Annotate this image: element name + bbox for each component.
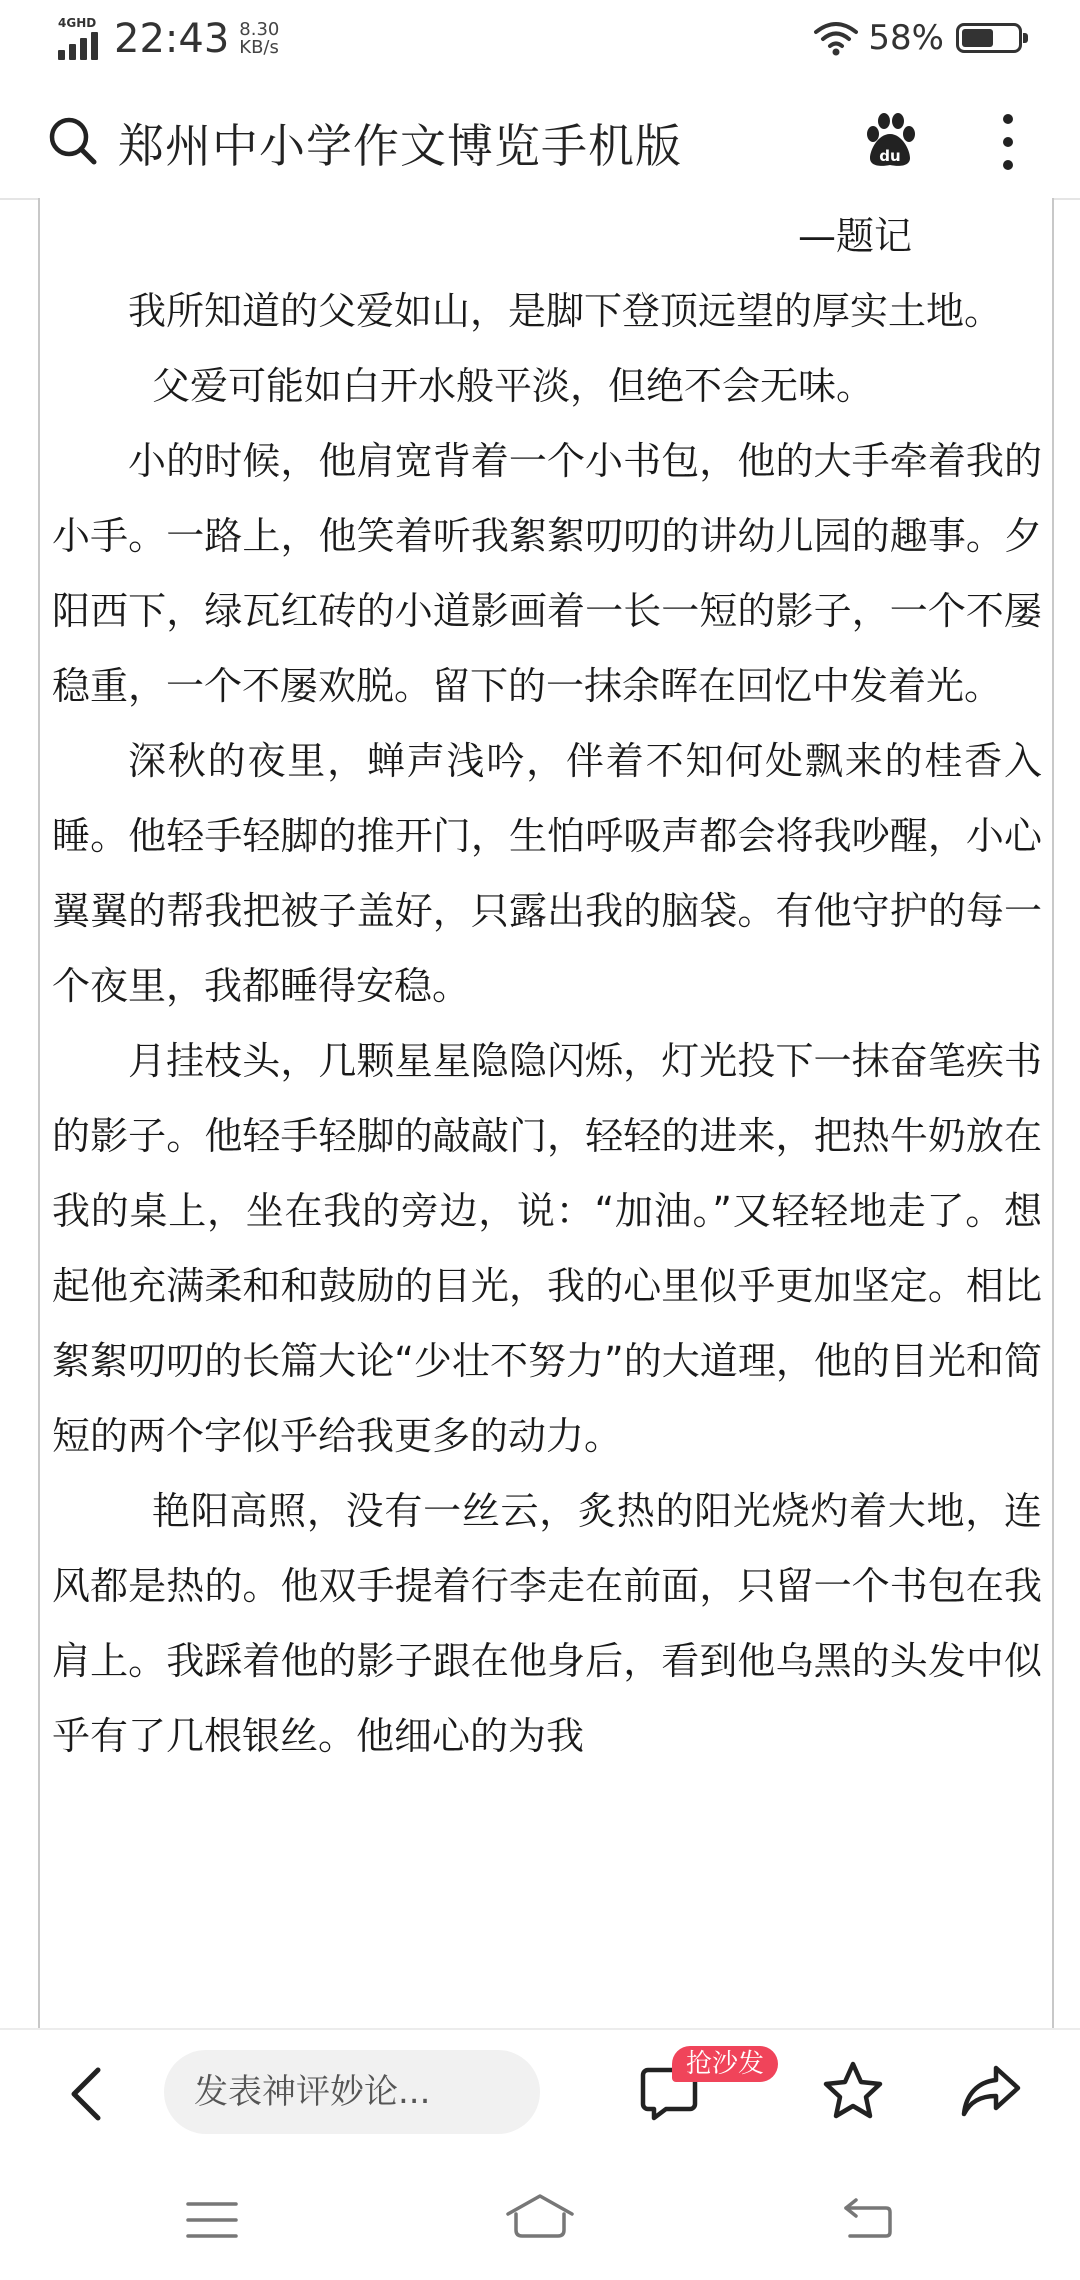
article-paragraph: 月挂枝头，几颗星星隐隐闪烁，灯光投下一抹奋笔疾书的影子。他轻手轻脚的敲敲门，轻轻的进来，把热牛奶放在我的桌上，坐在我的旁边，说：“加油。”又轻轻地走了。想起他充满柔和和鼓励的目光，我的心里似乎更加坚定。相比絮絮叨叨的长篇大论“少壮不努力”的大道理，他的目光和简短的两个字似乎给我更多的动力。 — [52, 1039, 1042, 1458]
bottom-action-bar — [0, 2028, 1080, 2158]
comment-input[interactable]: 发表神评妙论... — [164, 2050, 540, 2134]
system-nav-bar — [0, 2156, 1080, 2280]
network-speed — [239, 21, 279, 57]
battery-fill — [962, 29, 993, 47]
return-icon[interactable] — [842, 2196, 894, 2244]
article-paragraph: 父爱可能如白开水般平淡，但绝不会无味。 — [152, 364, 875, 408]
battery-icon — [956, 23, 1022, 53]
article-paragraph: 艳阳高照，没有一丝云，炙热的阳光烧灼着大地，连风都是热的。他双手提着行李走在前面，只留一个书包在我肩上。我踩着他的影子跟在他身后，看到他乌黑的头发中似乎有了几根银丝。他细心的为我 — [52, 1489, 1042, 1758]
star-icon[interactable] — [822, 2060, 884, 2126]
back-arrow-icon[interactable] — [66, 2066, 106, 2126]
article-paragraph: 小的时候，他肩宽背着一个小书包，他的大手牵着我的小手。一路上，他笑着听我絮絮叨叨的讲幼儿园的趣事。夕阳西下，绿瓦红砖的小道影画着一长一短的影子，一个不屡稳重，一个不屡欢脱。留下的一抹余晖在回忆中发着光。 — [52, 439, 1042, 708]
home-icon[interactable] — [504, 2192, 576, 2244]
site-title[interactable]: 郑州中小学作文博览手机版 — [118, 119, 682, 173]
search-icon[interactable] — [48, 116, 98, 170]
baidu-paw-icon[interactable] — [860, 110, 920, 174]
article-signature: —题记 — [797, 214, 912, 258]
article-paragraph: 我所知道的父爱如山，是脚下登顶远望的厚实土地。 — [128, 289, 1003, 333]
status-right — [814, 18, 1022, 58]
wifi-icon — [814, 20, 858, 56]
speed-unit: KB/s — [239, 37, 279, 58]
share-icon[interactable] — [960, 2062, 1022, 2124]
network-type: 4GHD — [58, 16, 97, 30]
status-left — [58, 16, 279, 62]
sofa-badge[interactable]: 抢沙发 — [672, 2046, 778, 2082]
top-header — [0, 80, 1080, 200]
article-paragraph: 深秋的夜里，蝉声浅吟，伴着不知何处飘来的桂香入睡。他轻手轻脚的推开门，生怕呼吸声都会将我吵醒，小心翼翼的帮我把被子盖好，只露出我的脑袋。有他守护的每一个夜里，我都睡得安稳。 — [52, 739, 1042, 1008]
svg-text:du: du — [879, 147, 901, 165]
clock: 22:43 — [114, 16, 230, 62]
more-vertical-icon[interactable] — [998, 114, 1018, 170]
battery-percent: 58% — [868, 18, 944, 58]
menu-icon[interactable] — [186, 2200, 238, 2244]
status-bar — [0, 0, 1080, 80]
signal-icon — [58, 16, 104, 62]
speed-value: 8.30 — [239, 19, 280, 40]
article-content — [38, 198, 1054, 2028]
